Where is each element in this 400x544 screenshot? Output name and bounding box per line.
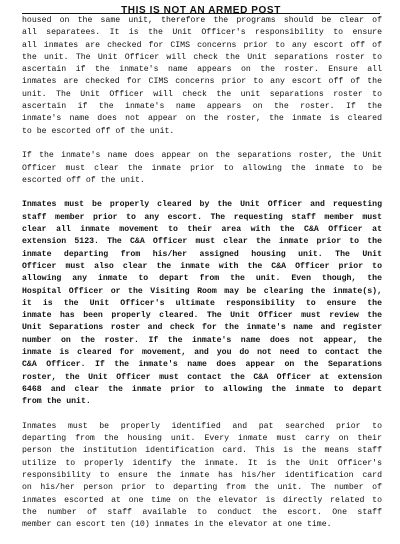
text-line: Inmates must be properly cleared by the Unit Officer and requesting xyxy=(22,200,382,210)
text-line: from the unit. xyxy=(22,397,91,407)
text-line: housed on the same unit, therefore the programs should be clear of xyxy=(22,16,382,25)
text-line: to be escorted off of the unit. xyxy=(22,126,175,136)
text-line: extension 5123. The C&A Officer must clear the inmate prior to the xyxy=(22,237,382,247)
header-title: THIS IS NOT AN ARMED POST xyxy=(121,5,281,16)
text-line: number on the roster. If the inmate's name does not appear, the xyxy=(22,335,382,345)
text-line: Officer must clear the inmate prior to allowing the inmate to be xyxy=(22,163,382,173)
text-line: unit. The Unit Officer will check the unit separations roster to xyxy=(22,89,382,99)
document-body xyxy=(22,15,382,544)
text-line: inmate's name does not appear on the roster, the inmate is cleared xyxy=(22,114,382,124)
text-line: staff member prior to any escort. The requesting staff member must xyxy=(22,212,382,222)
text-line: utilize to properly identify the inmate. It is the Unit Officer's xyxy=(22,458,382,468)
page-header xyxy=(22,0,380,14)
paragraph-1 xyxy=(22,15,382,138)
text-line: escorted off of the unit. xyxy=(22,175,145,185)
text-line: the number of staff available to conduct the escort. One staff xyxy=(22,507,382,517)
text-line: inmate is cleared for movement, and you do not need to contact the xyxy=(22,348,382,358)
text-line: If the inmate's name does appear on the separations roster, the Unit xyxy=(22,151,382,161)
text-line: inmates are checked for CIMS concerns prior to any escort off of the xyxy=(22,77,382,87)
text-line: all inmates are checked for CIMS concerns prior to any escort off of xyxy=(22,40,382,50)
text-line: departing from the housing unit. Every inmate must carry on their xyxy=(22,434,382,444)
text-line: ascertain if the inmate's name appears on the roster. If the xyxy=(22,102,382,112)
text-line: inmates escorted at one time on the elevator is directly related to xyxy=(22,495,382,505)
text-line: on his/her person prior to departing from the unit. The number of xyxy=(22,483,382,493)
text-line: allowing any inmate to depart from the unit. Even though, the xyxy=(22,274,382,284)
paragraph-2 xyxy=(22,150,382,187)
text-line: C&A Officer. If the inmate's name does appear on the Separations xyxy=(22,360,382,370)
text-line: inmate has been properly cleared. The Unit Officer must review the xyxy=(22,311,382,321)
text-line: Hospital Officer or the Visiting Room may be clearing the inmate(s), xyxy=(22,286,382,296)
text-line: Inmates must be properly identified and pat searched prior to xyxy=(22,421,382,431)
text-line: 6468 and clear the inmate prior to allowing the inmate to depart xyxy=(22,384,382,394)
text-line: clear all inmate movement to their area with the C&A Officer at xyxy=(22,225,382,235)
paragraph-3 xyxy=(22,199,382,408)
text-line: it is the Unit Officer's ultimate responsibility to ensure the xyxy=(22,298,382,308)
text-line: roster, the Unit Officer must contact the C&A Officer at extension xyxy=(22,372,382,382)
text-line: ascertain if the inmate's name appears on the roster. Ensure all xyxy=(22,65,382,75)
text-line: person the institution identification card. This is the means staff xyxy=(22,446,382,456)
text-line: responsibility to ensure the inmate has his/her identification card xyxy=(22,470,382,480)
text-line: all separatees. It is the Unit Officer's responsibility to ensure xyxy=(22,28,382,38)
paragraph-4 xyxy=(22,421,382,532)
text-line: Unit Separations roster and check for the inmate's name and register xyxy=(22,323,382,333)
text-line: inmate departing from his/her assigned housing unit. The Unit xyxy=(22,249,382,259)
text-line: member can escort ten (10) inmates in the elevator at one time. xyxy=(22,520,332,530)
text-line: the unit. The Unit Officer will check the Unit separations roster to xyxy=(22,52,382,62)
text-line: Officer must also clear the inmate with the C&A Officer prior to xyxy=(22,261,382,271)
